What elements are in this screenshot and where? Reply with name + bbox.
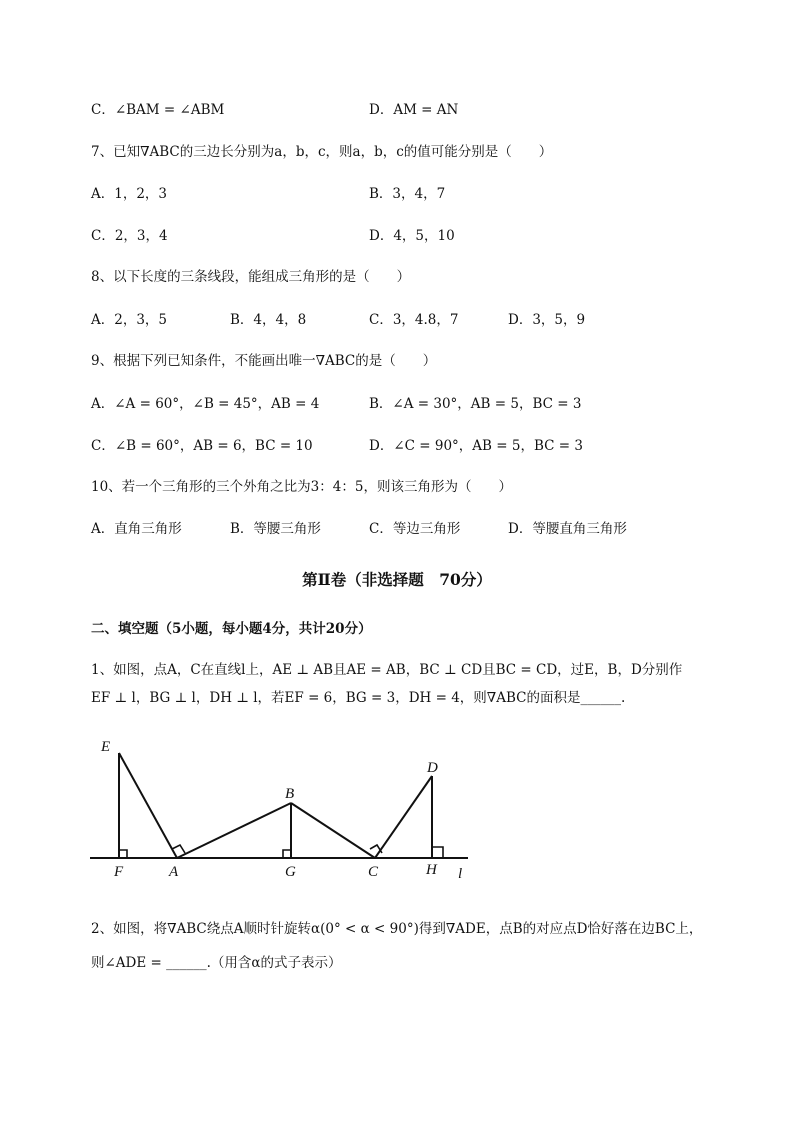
q10-option-c: C．等边三角形 — [369, 521, 461, 537]
label-c: C — [368, 864, 379, 880]
label-e: E — [101, 739, 111, 755]
right-angle-h — [432, 847, 443, 858]
label-d: D — [427, 760, 438, 776]
q8-option-d: D．3，5，9 — [508, 312, 586, 328]
segment-ea — [119, 753, 177, 858]
q8-option-b: B．4，4，8 — [230, 312, 307, 328]
fill2-line1: 2、如图，将∇ABC绕点A顺时针旋转α(0° < α < 90°)得到∇ADE，点B的对应点D恰好落在边BC上， — [91, 921, 703, 937]
section2-heading: 二、填空题（5小题，每小题4分，共计20分） — [91, 621, 372, 637]
q7-option-a: A．1，2，3 — [91, 186, 168, 202]
label-f: F — [114, 864, 124, 880]
q10-option-b: B．等腰三角形 — [230, 521, 321, 537]
segment-cd — [375, 776, 432, 858]
geometry-figure — [85, 735, 505, 885]
q8-stem: 8、以下长度的三条线段，能组成三角形的是（ ） — [91, 269, 411, 285]
q7-stem: 7、已知∇ABC的三边长分别为a，b，c，则a，b，c的值可能分别是（ ） — [91, 144, 553, 160]
q7-option-c: C．2，3，4 — [91, 228, 168, 244]
q9-option-a: A．∠A = 60°，∠B = 45°，AB = 4 — [91, 396, 320, 412]
q9-option-b: B．∠A = 30°，AB = 5，BC = 3 — [369, 396, 582, 412]
fill1-line2: EF ⊥ l，BG ⊥ l，DH ⊥ l，若EF = 6，BG = 3，DH = 4，则∇ABC的面积是______. — [91, 690, 626, 706]
right-angle-f — [119, 850, 127, 858]
q8-option-c: C．3，4.8，7 — [369, 312, 459, 328]
segment-bc — [291, 803, 375, 858]
q10-stem: 10、若一个三角形的三个外角之比为3：4：5，则该三角形为（ ） — [91, 479, 512, 495]
label-h: H — [426, 862, 437, 878]
q9-option-d: D．∠C = 90°，AB = 5，BC = 3 — [369, 438, 583, 454]
label-l: l — [458, 866, 463, 882]
q9-option-c: C．∠B = 60°，AB = 6，BC = 10 — [91, 438, 313, 454]
q9-stem: 9、根据下列已知条件，不能画出唯一∇ABC的是（ ） — [91, 353, 437, 369]
label-g: G — [285, 864, 296, 880]
part2-title: 第Ⅱ卷（非选择题 70分） — [302, 570, 492, 589]
q6-option-d: D．AM = AN — [369, 102, 459, 118]
segment-ab — [177, 803, 291, 858]
fill1-line1: 1、如图，点A，C在直线l上，AE ⊥ AB且AE = AB，BC ⊥ CD且BC = CD，过E，B，D分别作 — [91, 662, 683, 678]
fill2-line2: 则∠ADE = ______.（用含α的式子表示） — [91, 955, 342, 971]
q7-option-d: D．4，5，10 — [369, 228, 455, 244]
right-angle-g — [283, 850, 291, 858]
label-b: B — [285, 786, 295, 802]
q10-option-a: A．直角三角形 — [91, 521, 182, 537]
q6-option-c: C．∠BAM = ∠ABM — [91, 102, 225, 118]
q8-option-a: A．2，3，5 — [91, 312, 168, 328]
q10-option-d: D．等腰直角三角形 — [508, 521, 627, 537]
q7-option-b: B．3，4，7 — [369, 186, 446, 202]
label-a: A — [169, 864, 179, 880]
